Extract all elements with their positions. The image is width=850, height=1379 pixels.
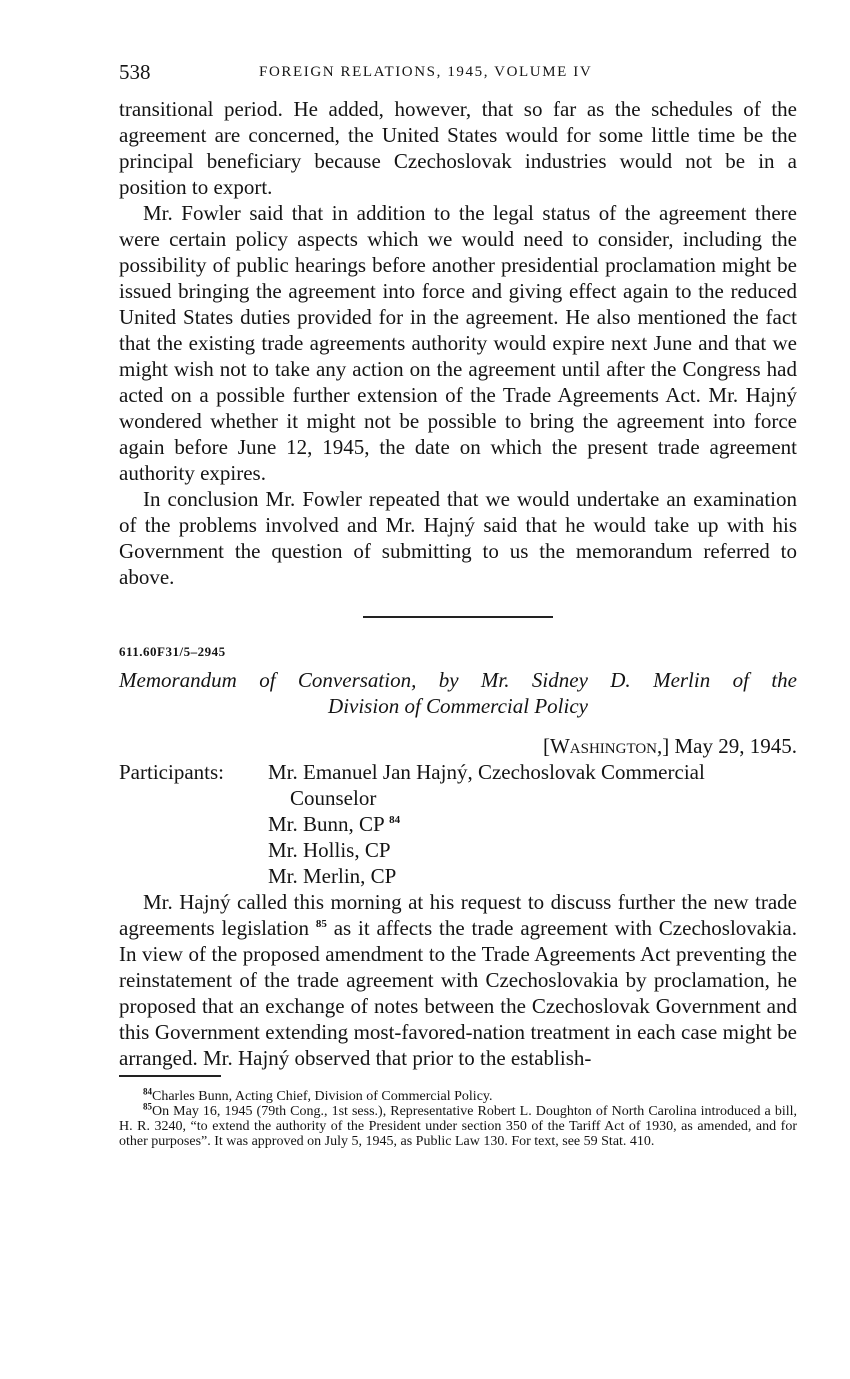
- memo-body-part-2: as it affects the trade agreement with Czechoslovakia. In view of the proposed amendment to the Trade Agreements Act preventing the reinstatement of the trade agreement with Czechoslovakia by proclamation, he proposed that an exchange of notes between the Czechoslovak Government and this Government extending most-favored-nation treatment in each case might be arranged. Mr. Hajný observed that prior to the establish-: [119, 916, 798, 1070]
- footnote-ref-85[interactable]: 85: [315, 918, 327, 930]
- participants-block: [119, 759, 797, 889]
- section-divider: [363, 616, 553, 618]
- footnote-85-text: On May 16, 1945 (79th Cong., 1st sess.), Representative Robert L. Doughton of North Carolina introduced a bill, H. R. 3240, “to extend the authority of the President under section 350 of the Tariff Act of 1930, as amended, and for other purposes”. It was approved on July 5, 1945, as Public Law 130. For text, see 59 Stat. 410.: [119, 1104, 797, 1149]
- participant-bunn: [268, 811, 797, 837]
- participant-hollis: Mr. Hollis, CP: [268, 838, 391, 862]
- paragraph-conclusion: In conclusion Mr. Fowler repeated that we would undertake an examination of the problems involved and Mr. Hajný said that he would take up with his Government the question of submitting to us the memorandum referred to above.: [119, 487, 797, 589]
- dateline-place: [Washington,]: [542, 734, 670, 758]
- footnote-85-number: 85: [143, 1101, 152, 1112]
- page-number: 538: [119, 60, 151, 84]
- footnote-ref-84[interactable]: 84: [389, 814, 401, 826]
- running-head: [119, 60, 797, 96]
- file-number: 611.60F31/5–2945: [119, 644, 226, 659]
- paragraph-continued: transitional period. He added, however, that so far as the schedules of the agreement are concerned, the United States would for some little time be the principal beneficiary because Czechoslovak industries would not be in a position to export.: [119, 97, 797, 199]
- memo-title-line-2: Division of Commercial Policy: [328, 694, 588, 718]
- participants-list: [268, 759, 797, 889]
- running-head-title: FOREIGN RELATIONS, 1945, VOLUME IV: [259, 64, 593, 80]
- participant-hajny: Mr. Emanuel Jan Hajný, Czechoslovak Commercial: [268, 760, 705, 784]
- participants-label: Participants:: [119, 760, 224, 784]
- paragraph-fowler-policy: Mr. Fowler said that in addition to the legal status of the agreement there were certain policy aspects which we would need to consider, including the possibility of public hearings before another presidential proclamation might be issued bringing the agreement into force and giving effect again to the reduced United States duties provided for in the agreement. He also mentioned the fact that the existing trade agreements authority would expire next June and that we might wish not to take any action on the agreement until after the Congress had acted on a possible further extension of the Trade Agreements Act. Mr. Hajný wondered whether it might not be possible to bring the agreement into force again before June 12, 1945, the date on which the present trade agreement authority expires.: [119, 201, 797, 485]
- document-page: [119, 60, 797, 1149]
- footnote-85: [119, 1101, 797, 1149]
- footnote-84-text: Charles Bunn, Acting Chief, Division of Commercial Policy.: [152, 1089, 493, 1104]
- footnote-84-number: 84: [143, 1086, 152, 1097]
- footnotes: [119, 1086, 797, 1149]
- memo-title: [119, 667, 797, 719]
- dateline: [119, 733, 797, 759]
- memo-body-part-1: Mr. Hajný called this morning at his request to discuss further the new trade agreements legislation: [119, 890, 797, 940]
- memo-title-line-1: Memorandum of Conversation, by Mr. Sidney D. Merlin of the: [119, 668, 797, 692]
- paragraph-memo-body: [119, 889, 797, 1071]
- participant-merlin: Mr. Merlin, CP: [268, 864, 397, 888]
- dateline-date: May 29, 1945.: [674, 734, 797, 758]
- participant-hajny-title: Counselor: [290, 786, 377, 810]
- footnote-84: [119, 1086, 797, 1104]
- participant-bunn-name: Mr. Bunn, CP: [268, 812, 384, 836]
- footnote-rule: [119, 1075, 221, 1077]
